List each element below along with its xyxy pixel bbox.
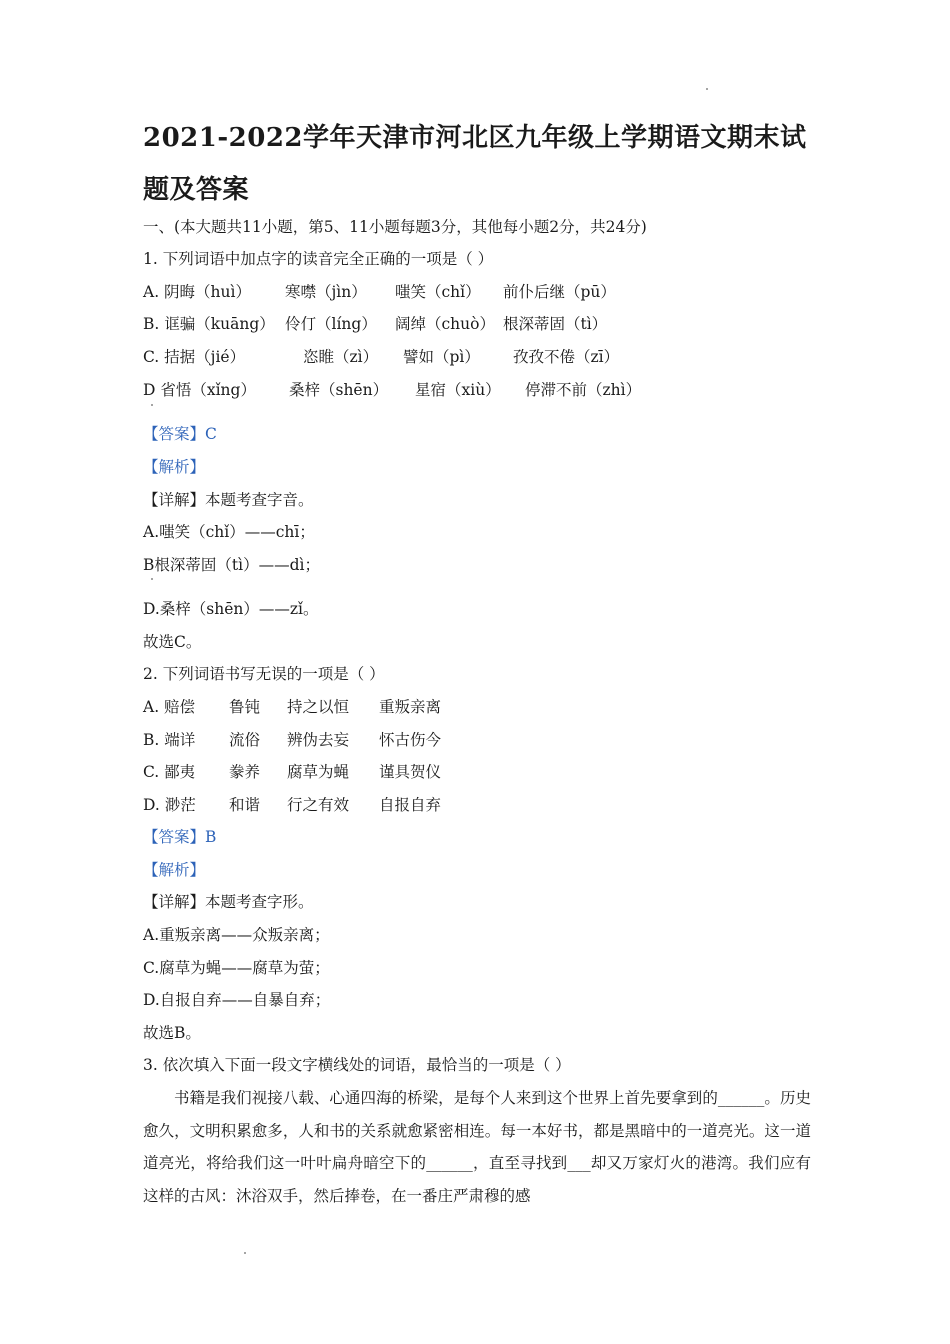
q2-stem: 2. 下列词语书写无误的一项是（ ） xyxy=(143,665,385,683)
q1-conclusion: 故选C。 xyxy=(143,633,202,651)
q2-c-1: C. 鄙夷 xyxy=(143,763,196,781)
q1-b-3: 阔绰（chuò） xyxy=(395,315,495,333)
q2-option-b xyxy=(143,729,441,751)
q2-c-3: 腐草为蝇 xyxy=(287,763,350,781)
q2-detail-line: A.重叛亲离——众叛亲离； xyxy=(143,926,330,944)
q1-b-2: 伶仃（líng） xyxy=(285,315,377,333)
q2-d-2: 和谐 xyxy=(229,796,261,814)
q1-d-1: D 省悟（xǐng） xyxy=(143,381,256,399)
q2-d-3: 行之有效 xyxy=(287,796,350,814)
q1-c-1: C. 拮据（jié） xyxy=(143,348,246,366)
q1-answer: 【答案】C xyxy=(143,425,217,443)
q2-b-3: 辨伪去妄 xyxy=(287,731,350,749)
q1-c-3: 譬如（pì） xyxy=(403,348,480,366)
q2-analysis: 【解析】 xyxy=(143,861,206,879)
q2-option-d xyxy=(143,794,441,816)
q2-answer: 【答案】B xyxy=(143,828,217,846)
q1-detail-line: D.桑梓（shēn）——zǐ。 xyxy=(143,600,319,618)
q1-a-1: A. 阴晦（huì） xyxy=(143,283,251,301)
q2-d-4: 自报自弃 xyxy=(379,796,442,814)
q2-detail-line: D.自报自弃——自暴自弃； xyxy=(143,991,331,1009)
q2-c-4: 谨具贺仪 xyxy=(379,763,442,781)
q1-a-4: 前仆后继（pū） xyxy=(503,283,616,301)
q1-d-2: 桑梓（shēn） xyxy=(289,381,389,399)
q1-c-4: 孜孜不倦（zī） xyxy=(513,348,620,366)
q1-b-1: B. 诓骗（kuāng） xyxy=(143,315,275,333)
q1-a-2: 寒噤（jìn） xyxy=(285,283,367,301)
q2-d-1: D. 渺茫 xyxy=(143,796,196,814)
q2-conclusion: 故选B。 xyxy=(143,1024,201,1042)
q2-b-4: 怀古伤今 xyxy=(379,731,442,749)
scan-dot xyxy=(244,1252,246,1254)
q2-a-2: 鲁钝 xyxy=(229,698,261,716)
q2-option-a xyxy=(143,696,441,718)
page-title: 2021-2022学年天津市河北区九年级上学期语文期末试题及答案 xyxy=(143,123,807,205)
q2-a-1: A. 赔偿 xyxy=(143,698,196,716)
q2-option-c xyxy=(143,761,441,783)
q1-detail-line: A.嗤笑（chǐ）——chī； xyxy=(143,523,315,541)
q2-a-3: 持之以恒 xyxy=(287,698,350,716)
scan-dot xyxy=(151,578,153,580)
q3-stem: 3. 依次填入下面一段文字横线处的词语，最恰当的一项是（ ） xyxy=(143,1056,571,1074)
q1-d-4: 停滞不前（zhì） xyxy=(525,381,642,399)
q2-b-1: B. 端详 xyxy=(143,731,196,749)
scan-dot xyxy=(706,88,708,90)
q1-detail-line: B根深蒂固（tì）——dì； xyxy=(143,556,320,574)
q1-stem: 1. 下列词语中加点字的读音完全正确的一项是（ ） xyxy=(143,250,494,268)
q1-detail: 【详解】本题考查字音。 xyxy=(143,491,314,509)
q2-c-2: 豢养 xyxy=(229,763,261,781)
q1-c-2: 恣睢（zì） xyxy=(303,348,379,366)
scan-dot xyxy=(151,404,153,406)
q1-option-a xyxy=(143,281,616,303)
q1-a-3: 嗤笑（chǐ） xyxy=(395,283,481,301)
q3-passage: 书籍是我们视接八载、心通四海的桥梁，是每个人来到这个世界上首先要拿到的______。历史愈久，文明积累愈多，人和书的关系就愈紧密相连。每一本好书，都是黑暗中的一道亮光。这一道道亮光，将给我们这一叶叶扁舟暗空下的______，直至寻找到___却又万家灯火的港湾。我们应有这样的古风：沐浴双手，然后捧卷，在一番庄严肃穆的感 xyxy=(143,1089,811,1205)
q1-analysis: 【解析】 xyxy=(143,458,206,476)
section-heading: 一、(本大题共11小题，第5、11小题每题3分，其他每小题2分，共24分) xyxy=(143,218,647,236)
q1-d-3: 星宿（xiù） xyxy=(415,381,501,399)
q1-option-b xyxy=(143,313,607,335)
q2-a-4: 重叛亲离 xyxy=(379,698,442,716)
q2-detail-line: C.腐草为蝇——腐草为萤； xyxy=(143,959,330,977)
q2-detail: 【详解】本题考查字形。 xyxy=(143,893,314,911)
q1-b-4: 根深蒂固（tì） xyxy=(503,315,608,333)
q1-option-d xyxy=(143,379,641,401)
q1-option-c xyxy=(143,346,619,368)
q2-b-2: 流俗 xyxy=(229,731,261,749)
